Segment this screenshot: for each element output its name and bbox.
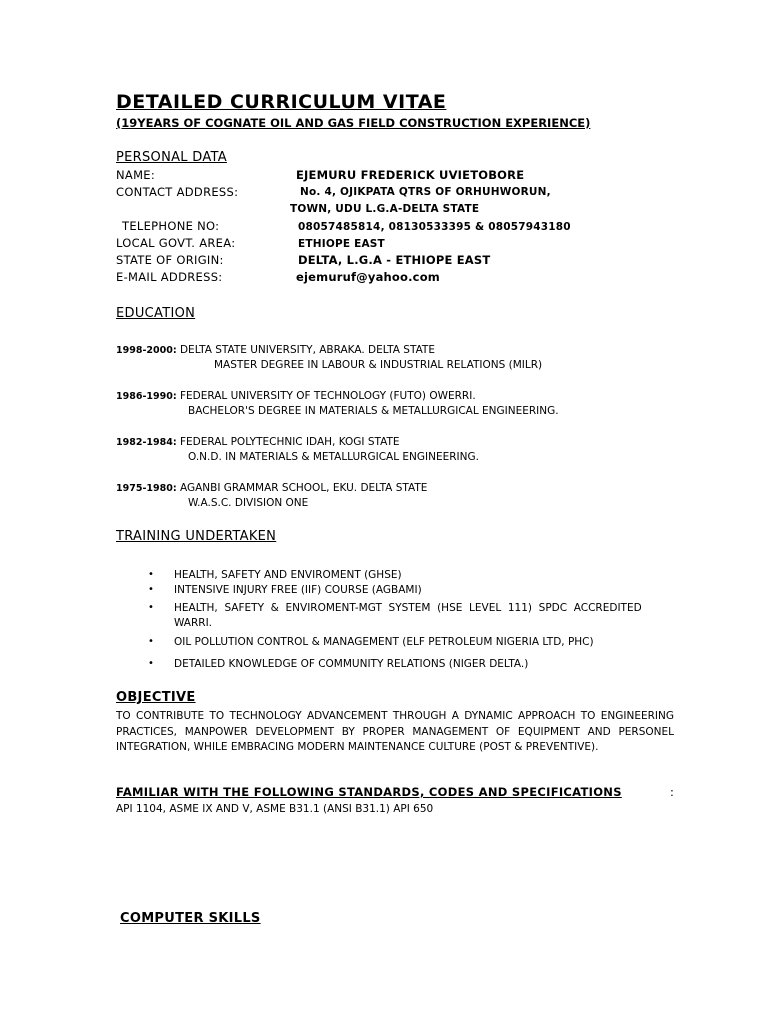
bullet-icon: • [148,602,154,613]
address-line-2: TOWN, UDU L.G.A-DELTA STATE [290,203,480,215]
education-institution: DELTA STATE UNIVERSITY, ABRAKA. DELTA STATE [179,344,435,356]
bullet-icon: • [148,636,154,647]
telephone-label: TELEPHONE NO: [122,219,220,233]
bullet-icon: • [148,584,154,595]
education-years: 1982-1984: [116,437,177,448]
objective-heading: OBJECTIVE [116,690,196,705]
training-item-continued: WARRI. [174,617,213,629]
telephone-value: 08057485814, 08130533395 & 08057943180 [298,221,571,233]
training-item: OIL POLLUTION CONTROL & MANAGEMENT (ELF PETROLEUM NIGERIA LTD, PHC) [174,636,594,648]
standards-heading: FAMILIAR WITH THE FOLLOWING STANDARDS, CODES AND SPECIFICATIONS [116,785,622,799]
standards-text: API 1104, ASME IX AND V, ASME B31.1 (ANSI B31.1) API 650 [116,803,434,815]
state-of-origin-value: DELTA, L.G.A - ETHIOPE EAST [298,253,491,267]
training-heading: TRAINING UNDERTAKEN [116,529,277,544]
document-subtitle: (19YEARS OF COGNATE OIL AND GAS FIELD CONSTRUCTION EXPERIENCE) [116,116,591,130]
training-item: HEALTH, SAFETY & ENVIROMENT-MGT SYSTEM (HSE LEVEL 111) SPDC ACCREDITED [174,602,642,614]
name-value: EJEMURU FREDERICK UVIETOBORE [296,168,525,182]
education-years: 1975-1980: [116,483,177,494]
education-qualification: W.A.S.C. DIVISION ONE [188,497,309,509]
education-years: 1998-2000: [116,345,177,356]
education-qualification: O.N.D. IN MATERIALS & METALLURGICAL ENGINEERING. [188,451,479,463]
address-label: CONTACT ADDRESS: [116,185,239,199]
training-item: INTENSIVE INJURY FREE (IIF) COURSE (AGBAMI) [174,584,422,596]
training-item: DETAILED KNOWLEDGE OF COMMUNITY RELATIONS (NIGER DELTA.) [174,658,529,670]
education-entry [116,482,427,494]
lga-value: ETHIOPE EAST [298,238,385,250]
education-heading: EDUCATION [116,306,196,321]
education-entry [116,344,435,356]
education-institution: FEDERAL POLYTECHNIC IDAH, KOGI STATE [179,436,400,448]
education-qualification: BACHELOR'S DEGREE IN MATERIALS & METALLURGICAL ENGINEERING. [188,405,559,417]
computer-skills-heading: COMPUTER SKILLS [120,911,261,926]
document-title: DETAILED CURRICULUM VITAE [116,91,447,113]
education-years: 1986-1990: [116,391,177,402]
education-entry [116,390,476,402]
bullet-icon: • [148,658,154,669]
education-qualification: MASTER DEGREE IN LABOUR & INDUSTRIAL RELATIONS (MILR) [214,359,543,371]
education-institution: FEDERAL UNIVERSITY OF TECHNOLOGY (FUTO) OWERRI. [179,390,476,402]
bullet-icon: • [148,569,154,580]
name-label: NAME: [116,168,156,182]
education-institution: AGANBI GRAMMAR SCHOOL, EKU. DELTA STATE [179,482,428,494]
standards-heading-colon: : [670,785,674,799]
address-line-1: No. 4, OJIKPATA QTRS OF ORHUHWORUN, [300,186,551,198]
email-value: ejemuruf@yahoo.com [296,270,440,284]
personal-data-heading: PERSONAL DATA [116,150,227,165]
state-of-origin-label: STATE OF ORIGIN: [116,253,224,267]
lga-label: LOCAL GOVT. AREA: [116,236,236,250]
objective-text: TO CONTRIBUTE TO TECHNOLOGY ADVANCEMENT THROUGH A DYNAMIC APPROACH TO ENGINEERING PRACTICES, MANPOWER DEVELOPMENT BY PROPER MANAGEMENT OF EQUIPMENT AND PERSONEL INTEGRATION, WHILE EMBRACING MODERN MAINTENANCE CULTURE (POST & PREVENTIVE). [116,710,674,753]
email-label: E-MAIL ADDRESS: [116,270,223,284]
training-item: HEALTH, SAFETY AND ENVIROMENT (GHSE) [174,569,402,581]
education-entry [116,436,400,448]
